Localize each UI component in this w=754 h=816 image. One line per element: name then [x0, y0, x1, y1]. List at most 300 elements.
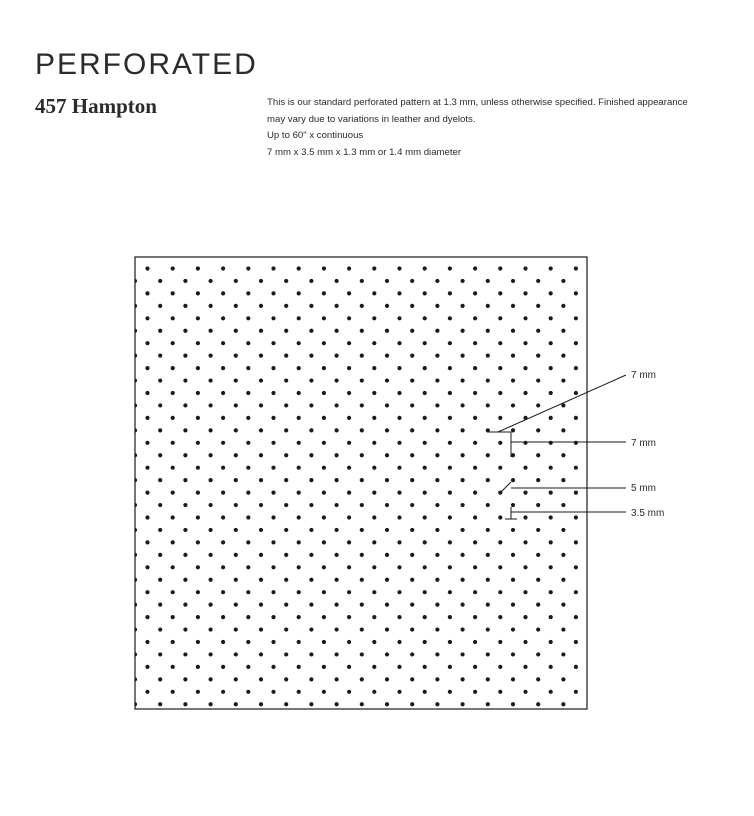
perforation-dot	[561, 279, 565, 283]
perforation-dot	[145, 690, 149, 694]
perforation-dot	[498, 690, 502, 694]
perforation-dot	[397, 266, 401, 270]
perforation-dot	[461, 503, 465, 507]
perforation-dot	[410, 279, 414, 283]
perforation-dot	[309, 578, 313, 582]
perforation-dot	[196, 466, 200, 470]
perforation-dot	[297, 416, 301, 420]
perforation-dot	[511, 403, 515, 407]
perforation-dot	[473, 466, 477, 470]
perforation-dot	[234, 702, 238, 706]
perforation-dot	[221, 366, 225, 370]
perforation-dot	[196, 540, 200, 544]
perforation-dot	[523, 366, 527, 370]
perforation-dot	[536, 528, 540, 532]
perforation-dot	[397, 690, 401, 694]
perforation-dot	[549, 341, 553, 345]
perforation-dot	[322, 341, 326, 345]
perforation-dot	[423, 690, 427, 694]
perforation-dot	[410, 677, 414, 681]
perforation-dot	[461, 603, 465, 607]
perforation-dot	[523, 266, 527, 270]
perforation-dot	[246, 366, 250, 370]
perforation-dot	[561, 603, 565, 607]
perforation-dot	[423, 615, 427, 619]
perforation-dot	[549, 291, 553, 295]
perforation-dot	[221, 441, 225, 445]
perforation-dot	[171, 565, 175, 569]
perforation-dot	[486, 304, 490, 308]
perforation-dot	[561, 354, 565, 358]
perforation-dot	[536, 378, 540, 382]
perforation-dot	[297, 341, 301, 345]
perforation-dot	[133, 702, 137, 706]
perforation-dot	[209, 304, 213, 308]
perforation-dot	[335, 378, 339, 382]
perforation-dot	[297, 316, 301, 320]
perforation-dot	[461, 329, 465, 333]
perforation-dot	[372, 441, 376, 445]
perforation-dot	[549, 466, 553, 470]
perforation-dot	[347, 466, 351, 470]
perforation-dot	[133, 378, 137, 382]
perforation-dot	[461, 378, 465, 382]
perforation-dot	[385, 478, 389, 482]
perforation-dot	[196, 366, 200, 370]
perforation-dot	[536, 677, 540, 681]
perforation-dot	[410, 304, 414, 308]
perforation-dot	[435, 627, 439, 631]
perforation-dot	[259, 677, 263, 681]
perforation-dot	[133, 528, 137, 532]
perforation-dot	[435, 528, 439, 532]
perforation-dot	[284, 478, 288, 482]
perforation-dot	[561, 503, 565, 507]
perforation-dot	[561, 378, 565, 382]
perforation-dot	[486, 478, 490, 482]
perforation-dot	[259, 478, 263, 482]
perforation-dot	[209, 329, 213, 333]
perforation-dot	[284, 578, 288, 582]
perforation-dot	[171, 266, 175, 270]
perforation-dot	[435, 453, 439, 457]
perforation-dot	[309, 603, 313, 607]
perforation-dot	[322, 316, 326, 320]
label-3-5mm: 3.5 mm	[631, 508, 665, 519]
perforation-dot	[574, 341, 578, 345]
perforation-dot	[158, 603, 162, 607]
perforation-dot	[133, 677, 137, 681]
perforation-dot	[397, 391, 401, 395]
perforation-dot	[448, 341, 452, 345]
perforation-dot	[322, 266, 326, 270]
perforation-dot	[271, 590, 275, 594]
perforation-dot	[145, 466, 149, 470]
perforation-dot	[335, 304, 339, 308]
perforation-dot	[309, 378, 313, 382]
perforation-dot	[511, 702, 515, 706]
perforation-dot	[209, 354, 213, 358]
perforation-dot	[397, 366, 401, 370]
perforation-dot	[246, 391, 250, 395]
perforation-dot	[461, 627, 465, 631]
perforation-dot	[335, 528, 339, 532]
perforation-dot	[284, 677, 288, 681]
perforation-dot	[183, 354, 187, 358]
perforation-dot	[549, 391, 553, 395]
perforation-dot	[448, 416, 452, 420]
perforation-dot	[385, 528, 389, 532]
perforation-dot	[498, 515, 502, 519]
perforation-dot	[246, 515, 250, 519]
perforation-dot	[209, 677, 213, 681]
perforation-dot	[234, 453, 238, 457]
perforation-dot	[209, 503, 213, 507]
perforation-dot	[133, 279, 137, 283]
perforation-dot	[385, 329, 389, 333]
perforation-dot	[423, 590, 427, 594]
perforation-dot	[221, 690, 225, 694]
perforation-dot	[372, 615, 376, 619]
perforation-dot	[435, 428, 439, 432]
perforation-dot	[549, 640, 553, 644]
perforation-dot	[574, 690, 578, 694]
perforation-dot	[246, 316, 250, 320]
perforation-dot	[335, 428, 339, 432]
perforation-dot	[574, 540, 578, 544]
perforation-dot	[461, 354, 465, 358]
perforation-dot	[498, 291, 502, 295]
perforation-dot	[347, 491, 351, 495]
perforation-dot	[423, 316, 427, 320]
perforation-dot	[461, 453, 465, 457]
perforation-dot	[410, 627, 414, 631]
perforation-dot	[221, 491, 225, 495]
pattern-swatch-frame	[135, 257, 587, 709]
perforation-dot	[549, 565, 553, 569]
perforation-dot	[284, 329, 288, 333]
perforation-dot	[145, 590, 149, 594]
perforation-dot	[221, 565, 225, 569]
perforation-dot	[297, 690, 301, 694]
perforation-dot	[523, 590, 527, 594]
perforation-dot	[574, 466, 578, 470]
perforation-dot	[385, 428, 389, 432]
perforation-dot	[309, 453, 313, 457]
perforation-dot	[423, 416, 427, 420]
perforation-dot	[335, 403, 339, 407]
perforation-dot	[448, 291, 452, 295]
perforation-dot	[171, 590, 175, 594]
perforation-dot	[360, 702, 364, 706]
perforation-dot	[133, 652, 137, 656]
perforation-dot	[234, 528, 238, 532]
perforation-dot	[574, 565, 578, 569]
perforation-dot	[360, 603, 364, 607]
perforation-dot	[435, 578, 439, 582]
perforation-dot	[360, 329, 364, 333]
perforation-dot	[309, 478, 313, 482]
perforation-dot	[486, 677, 490, 681]
perforation-dot	[347, 690, 351, 694]
perforation-dot	[498, 615, 502, 619]
perforation-dot	[284, 378, 288, 382]
perforation-dot	[511, 677, 515, 681]
perforation-dot	[372, 590, 376, 594]
perforation-dot	[347, 640, 351, 644]
perforation-dot	[536, 652, 540, 656]
perforation-dot	[385, 627, 389, 631]
perforation-dot	[536, 578, 540, 582]
perforation-dot	[196, 515, 200, 519]
perforation-dot	[360, 428, 364, 432]
perforation-dot	[448, 515, 452, 519]
perforation-dot	[196, 491, 200, 495]
perforation-dot	[335, 677, 339, 681]
perforation-dot	[486, 403, 490, 407]
perforation-dot	[523, 341, 527, 345]
perforation-dot	[246, 466, 250, 470]
perforation-dot	[297, 665, 301, 669]
perforation-dot	[561, 428, 565, 432]
perforation-dot	[347, 565, 351, 569]
perforation-dot	[196, 391, 200, 395]
perforation-dot	[461, 478, 465, 482]
perforation-dot	[259, 378, 263, 382]
perforation-dot	[221, 640, 225, 644]
perforation-dot	[158, 503, 162, 507]
perforation-dot	[284, 603, 288, 607]
perforation-dot	[322, 416, 326, 420]
perforation-dot	[448, 540, 452, 544]
perforation-dot	[322, 590, 326, 594]
perforation-dot	[183, 378, 187, 382]
perforation-dot	[196, 690, 200, 694]
perforation-dot	[511, 378, 515, 382]
perforation-dot	[473, 515, 477, 519]
perforation-dot	[536, 553, 540, 557]
perforation-dot	[259, 503, 263, 507]
perforation-dot	[209, 453, 213, 457]
perforation-dot	[549, 690, 553, 694]
perforation-dot	[561, 478, 565, 482]
perforation-dot	[397, 466, 401, 470]
perforation-dot	[397, 640, 401, 644]
perforation-dot	[536, 702, 540, 706]
perforation-dot	[549, 316, 553, 320]
perforation-dot	[347, 416, 351, 420]
perforation-dot	[360, 453, 364, 457]
perforation-dot	[133, 503, 137, 507]
perforation-dot	[145, 491, 149, 495]
perforation-dot	[372, 491, 376, 495]
perforation-dot	[574, 515, 578, 519]
perforation-dot	[322, 515, 326, 519]
perforation-dot	[574, 316, 578, 320]
perforation-dot	[486, 378, 490, 382]
perforation-dot	[183, 428, 187, 432]
perforation-dot	[461, 403, 465, 407]
perforation-dot	[271, 690, 275, 694]
perforation-dot	[183, 627, 187, 631]
perforation-dot	[221, 590, 225, 594]
perforation-dot	[410, 603, 414, 607]
perforation-dot	[435, 652, 439, 656]
perforation-dot	[423, 391, 427, 395]
perforation-dot	[397, 316, 401, 320]
perforation-dot	[196, 341, 200, 345]
perforation-dot	[561, 652, 565, 656]
perforation-dot	[498, 391, 502, 395]
perforation-dot	[322, 491, 326, 495]
perforation-dot	[347, 291, 351, 295]
perforation-dot	[397, 441, 401, 445]
perforation-dot	[158, 553, 162, 557]
perforation-dot	[196, 565, 200, 569]
perforation-dot	[486, 627, 490, 631]
perforation-dot	[523, 665, 527, 669]
perforation-dot	[574, 640, 578, 644]
perforation-dot	[133, 578, 137, 582]
perforation-dot	[410, 528, 414, 532]
perforation-dot	[196, 291, 200, 295]
perforation-dot	[209, 578, 213, 582]
perforation-dot	[397, 590, 401, 594]
perforation-dot	[158, 702, 162, 706]
perforation-dot	[246, 416, 250, 420]
perforation-dot	[183, 553, 187, 557]
perforation-dot	[234, 578, 238, 582]
perforation-dot	[246, 615, 250, 619]
perforation-dot	[347, 441, 351, 445]
perforation-dot	[309, 354, 313, 358]
perforation-dot	[486, 503, 490, 507]
perforation-dot	[133, 453, 137, 457]
perforation-dot	[435, 702, 439, 706]
perforation-dot	[158, 428, 162, 432]
perforation-dot	[385, 378, 389, 382]
perforation-dot	[397, 341, 401, 345]
perforation-dot	[309, 428, 313, 432]
perforation-dot	[322, 466, 326, 470]
perforation-dot	[297, 266, 301, 270]
perforation-dot	[234, 304, 238, 308]
perforation-dot	[183, 677, 187, 681]
perforation-dot	[498, 266, 502, 270]
perforation-dot	[221, 341, 225, 345]
perforation-dot	[549, 366, 553, 370]
perforation-dot	[523, 466, 527, 470]
perforation-dot	[171, 690, 175, 694]
perforation-dot	[284, 354, 288, 358]
perforation-dot	[536, 279, 540, 283]
perforation-dot	[536, 478, 540, 482]
perforation-dot	[234, 428, 238, 432]
perforation-dot	[536, 354, 540, 358]
perforation-dot	[171, 665, 175, 669]
perforation-dot	[297, 565, 301, 569]
perforation-dot	[385, 578, 389, 582]
perforation-dot	[423, 491, 427, 495]
perforation-dot	[284, 453, 288, 457]
perforation-dot	[561, 553, 565, 557]
perforation-dot	[498, 640, 502, 644]
perforation-dot	[486, 279, 490, 283]
perforation-dot	[297, 391, 301, 395]
perforation-dot	[171, 341, 175, 345]
perforation-dot	[561, 677, 565, 681]
perforation-dot	[322, 690, 326, 694]
perforation-dot	[511, 553, 515, 557]
perforation-dot	[435, 304, 439, 308]
perforation-dot	[259, 428, 263, 432]
perforation-dot	[486, 329, 490, 333]
perforation-dot	[523, 441, 527, 445]
perforation-dot	[423, 665, 427, 669]
perforation-dot	[473, 640, 477, 644]
perforation-dot	[259, 403, 263, 407]
perforation-dot	[309, 702, 313, 706]
perforation-dot	[372, 665, 376, 669]
perforation-dot	[209, 702, 213, 706]
perforation-dot	[171, 391, 175, 395]
perforation-dot	[385, 702, 389, 706]
perforation-dot	[423, 291, 427, 295]
perforation-dot	[385, 677, 389, 681]
perforation-dot	[259, 603, 263, 607]
perforation-dot	[397, 540, 401, 544]
perforation-dot	[360, 503, 364, 507]
pattern-name: 457 Hampton	[35, 94, 157, 118]
perforation-dot	[234, 652, 238, 656]
perforation-dot	[523, 291, 527, 295]
perforation-dot	[486, 702, 490, 706]
perforation-dot	[498, 441, 502, 445]
perforation-dot	[297, 615, 301, 619]
perforation-dot	[284, 702, 288, 706]
perforation-dot	[284, 403, 288, 407]
description-line-finish: This is our standard perforated pattern at 1.3 mm, unless otherwise specified. Finished appearance may vary due to variations in leather and dyelots.	[267, 97, 688, 125]
perforation-dot	[221, 266, 225, 270]
perforation-dot	[246, 266, 250, 270]
perforation-dot	[183, 652, 187, 656]
perforation-dot	[561, 329, 565, 333]
perforation-dot	[423, 565, 427, 569]
perforation-dot	[549, 491, 553, 495]
perforation-dot	[486, 354, 490, 358]
perforation-dot	[259, 304, 263, 308]
perforation-dot	[171, 441, 175, 445]
perforation-dot	[385, 603, 389, 607]
perforation-dot	[536, 329, 540, 333]
perforation-dot	[574, 291, 578, 295]
perforation-dot	[183, 478, 187, 482]
perforation-dot	[498, 565, 502, 569]
perforation-dot	[196, 416, 200, 420]
perforation-dot	[498, 341, 502, 345]
perforation-dot	[246, 565, 250, 569]
perforation-dot	[486, 603, 490, 607]
perforation-dot	[435, 279, 439, 283]
perforation-dot	[209, 627, 213, 631]
perforation-dot	[259, 553, 263, 557]
perforation-dot	[486, 528, 490, 532]
perforation-dot	[158, 652, 162, 656]
perforation-dot	[574, 665, 578, 669]
perforation-dot	[360, 478, 364, 482]
perforation-dot	[410, 652, 414, 656]
perforation-dot	[561, 453, 565, 457]
